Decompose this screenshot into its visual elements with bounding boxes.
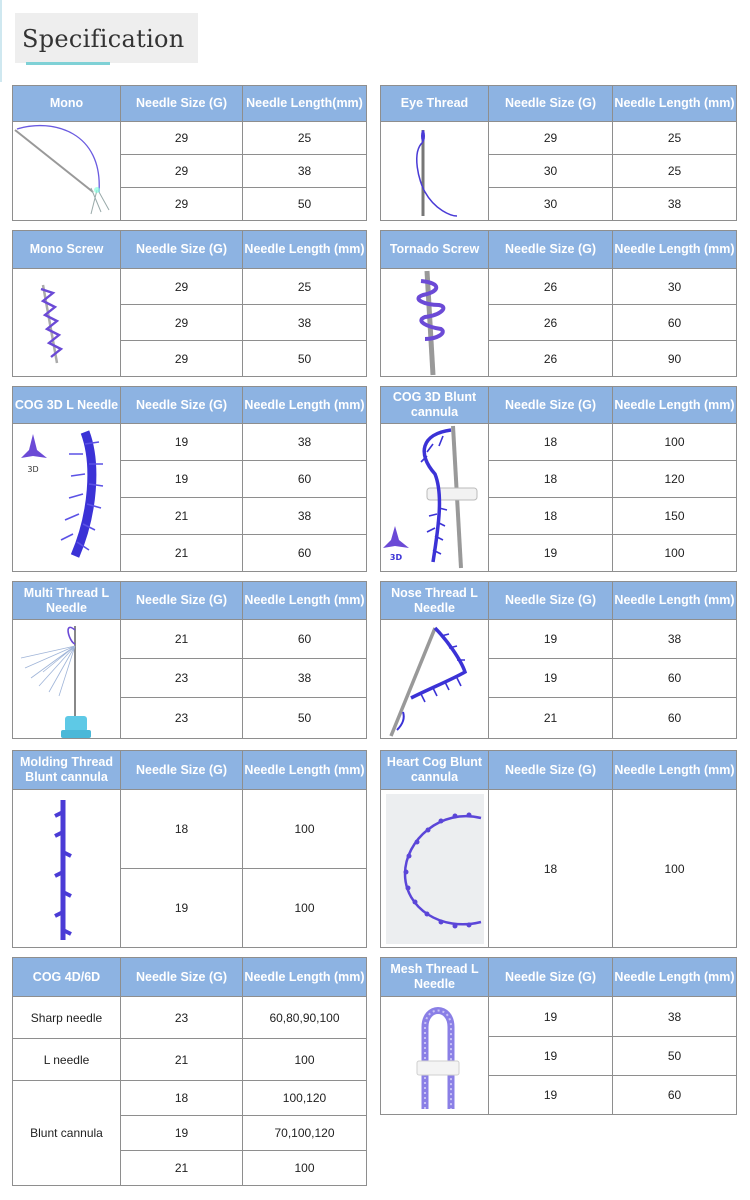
needle-length-cell: 25 <box>243 269 367 305</box>
mesh-thread-image <box>381 997 489 1115</box>
needle-length-cell: 100 <box>243 869 367 948</box>
col-needle-size: Needle Size (G) <box>489 387 613 424</box>
table-heart-cog-blunt-cannula <box>380 750 737 948</box>
table-mesh-thread-l-needle <box>380 957 737 1115</box>
table-mono <box>12 85 367 221</box>
needle-size-cell: 30 <box>489 188 613 221</box>
product-name: Tornado Screw <box>381 231 489 269</box>
table-multi-thread-l-needle <box>12 581 367 739</box>
needle-length-cell: 60,80,90,100 <box>243 997 367 1039</box>
needle-size-cell: 18 <box>121 1081 243 1116</box>
col-needle-size: Needle Size (G) <box>489 86 613 122</box>
needle-size-cell: 29 <box>121 155 243 188</box>
needle-length-cell: 60 <box>613 698 737 739</box>
needle-size-cell: 29 <box>489 122 613 155</box>
col-needle-length: Needle Length (mm) <box>613 751 737 790</box>
needle-size-cell: 29 <box>121 269 243 305</box>
needle-length-cell: 38 <box>243 155 367 188</box>
needle-length-cell: 60 <box>243 620 367 659</box>
needle-length-cell: 38 <box>613 620 737 659</box>
needle-size-cell: 19 <box>489 620 613 659</box>
needle-length-cell: 100 <box>243 1151 367 1186</box>
col-needle-length: Needle Length (mm) <box>243 231 367 269</box>
col-needle-size: Needle Size (G) <box>121 582 243 620</box>
needle-length-cell: 30 <box>613 269 737 305</box>
needle-size-cell: 19 <box>489 1076 613 1115</box>
col-needle-length: Needle Length (mm) <box>613 958 737 997</box>
needle-length-cell: 25 <box>613 122 737 155</box>
needle-length-cell: 90 <box>613 341 737 377</box>
col-needle-length: Needle Length (mm) <box>613 387 737 424</box>
col-needle-length: Needle Length (mm) <box>243 751 367 790</box>
table-eye-thread <box>380 85 737 221</box>
needle-size-cell: 26 <box>489 305 613 341</box>
needle-size-cell: 21 <box>121 620 243 659</box>
cog-3d-l-needle-image <box>13 424 121 572</box>
needle-size-cell: 21 <box>121 1039 243 1081</box>
needle-size-cell: 30 <box>489 155 613 188</box>
col-needle-size: Needle Size (G) <box>489 751 613 790</box>
product-name: Heart Cog Blunt cannula <box>381 751 489 790</box>
needle-size-cell: 19 <box>121 461 243 498</box>
col-needle-size: Needle Size (G) <box>489 231 613 269</box>
needle-length-cell: 60 <box>613 659 737 698</box>
needle-length-cell: 38 <box>243 424 367 461</box>
needle-length-cell: 60 <box>243 535 367 572</box>
product-name: COG 3D Blunt cannula <box>381 387 489 424</box>
needle-size-cell: 23 <box>121 997 243 1039</box>
needle-size-cell: 26 <box>489 341 613 377</box>
heart-cog-image <box>381 790 489 948</box>
needle-size-cell: 21 <box>489 698 613 739</box>
needle-size-cell: 21 <box>121 535 243 572</box>
product-name: Eye Thread <box>381 86 489 122</box>
needle-length-cell: 100,120 <box>243 1081 367 1116</box>
needle-length-cell: 60 <box>613 1076 737 1115</box>
col-needle-length: Needle Length (mm) <box>613 582 737 620</box>
product-name: Mono Screw <box>13 231 121 269</box>
multi-thread-image <box>13 620 121 739</box>
table-tornado-screw <box>380 230 737 377</box>
eye-thread-image <box>381 122 489 221</box>
product-name: Nose Thread L Needle <box>381 582 489 620</box>
product-name: Mesh Thread L Needle <box>381 958 489 997</box>
needle-size-cell: 29 <box>121 305 243 341</box>
needle-length-cell: 25 <box>243 122 367 155</box>
tornado-screw-image <box>381 269 489 377</box>
needle-length-cell: 150 <box>613 498 737 535</box>
product-name: COG 4D/6D <box>13 958 121 997</box>
needle-length-cell: 38 <box>243 659 367 698</box>
mono-screw-image <box>13 269 121 377</box>
table-cog-3d-blunt-cannula <box>380 386 737 572</box>
col-needle-size: Needle Size (G) <box>121 86 243 122</box>
needle-type-cell: L needle <box>13 1039 121 1081</box>
needle-length-cell: 50 <box>243 188 367 221</box>
table-cog-3d-l-needle <box>12 386 367 572</box>
needle-size-cell: 19 <box>489 659 613 698</box>
needle-length-cell: 38 <box>243 498 367 535</box>
needle-type-cell: Blunt cannula <box>13 1081 121 1186</box>
needle-length-cell: 50 <box>613 1037 737 1076</box>
mono-thread-image <box>13 122 121 221</box>
col-needle-size: Needle Size (G) <box>121 958 243 997</box>
col-needle-length: Needle Length (mm) <box>243 958 367 997</box>
needle-length-cell: 60 <box>243 461 367 498</box>
needle-length-cell: 100 <box>613 535 737 572</box>
col-needle-length: Needle Length (mm) <box>243 582 367 620</box>
needle-size-cell: 18 <box>489 461 613 498</box>
product-name: Molding Thread Blunt cannula <box>13 751 121 790</box>
needle-size-cell: 19 <box>489 535 613 572</box>
col-needle-size: Needle Size (G) <box>489 958 613 997</box>
needle-size-cell: 19 <box>489 1037 613 1076</box>
needle-size-cell: 29 <box>121 122 243 155</box>
needle-length-cell: 120 <box>613 461 737 498</box>
col-needle-length: Needle Length (mm) <box>613 231 737 269</box>
table-mono-screw <box>12 230 367 377</box>
3d-badge: 3D <box>389 553 403 562</box>
needle-size-cell: 18 <box>489 498 613 535</box>
page-edge-mark <box>0 0 2 82</box>
needle-size-cell: 18 <box>489 424 613 461</box>
3d-badge: 3D <box>27 465 39 474</box>
needle-size-cell: 23 <box>121 659 243 698</box>
needle-length-cell: 50 <box>243 698 367 739</box>
table-molding-thread-blunt-cannula <box>12 750 367 948</box>
product-name: Mono <box>13 86 121 122</box>
needle-length-cell: 50 <box>243 341 367 377</box>
needle-length-cell: 100 <box>613 424 737 461</box>
col-needle-size: Needle Size (G) <box>121 231 243 269</box>
col-needle-length: Needle Length(mm) <box>243 86 367 122</box>
title-underline <box>26 62 110 65</box>
col-needle-size: Needle Size (G) <box>121 387 243 424</box>
needle-length-cell: 100 <box>243 1039 367 1081</box>
product-name: Multi Thread L Needle <box>13 582 121 620</box>
needle-length-cell: 25 <box>613 155 737 188</box>
needle-size-cell: 26 <box>489 269 613 305</box>
nose-thread-image <box>381 620 489 739</box>
needle-size-cell: 19 <box>121 869 243 948</box>
needle-size-cell: 23 <box>121 698 243 739</box>
needle-length-cell: 38 <box>613 997 737 1037</box>
table-cog-4d-6d <box>12 957 367 1186</box>
needle-size-cell: 21 <box>121 1151 243 1186</box>
needle-length-cell: 100 <box>243 790 367 869</box>
needle-type-cell: Sharp needle <box>13 997 121 1039</box>
needle-size-cell: 21 <box>121 498 243 535</box>
needle-length-cell: 100 <box>613 790 737 948</box>
needle-size-cell: 19 <box>121 1116 243 1151</box>
page-title: Specification <box>22 25 185 53</box>
col-needle-length: Needle Length (mm) <box>613 86 737 122</box>
needle-size-cell: 29 <box>121 341 243 377</box>
product-name: COG 3D L Needle <box>13 387 121 424</box>
col-needle-size: Needle Size (G) <box>489 582 613 620</box>
needle-size-cell: 18 <box>489 790 613 948</box>
needle-size-cell: 19 <box>121 424 243 461</box>
needle-length-cell: 38 <box>613 188 737 221</box>
needle-size-cell: 29 <box>121 188 243 221</box>
needle-length-cell: 60 <box>613 305 737 341</box>
col-needle-size: Needle Size (G) <box>121 751 243 790</box>
needle-size-cell: 18 <box>121 790 243 869</box>
cog-3d-blunt-cannula-image <box>381 424 489 572</box>
table-nose-thread-l-needle <box>380 581 737 739</box>
molding-thread-image <box>13 790 121 948</box>
needle-length-cell: 70,100,120 <box>243 1116 367 1151</box>
needle-length-cell: 38 <box>243 305 367 341</box>
col-needle-length: Needle Length (mm) <box>243 387 367 424</box>
needle-size-cell: 19 <box>489 997 613 1037</box>
